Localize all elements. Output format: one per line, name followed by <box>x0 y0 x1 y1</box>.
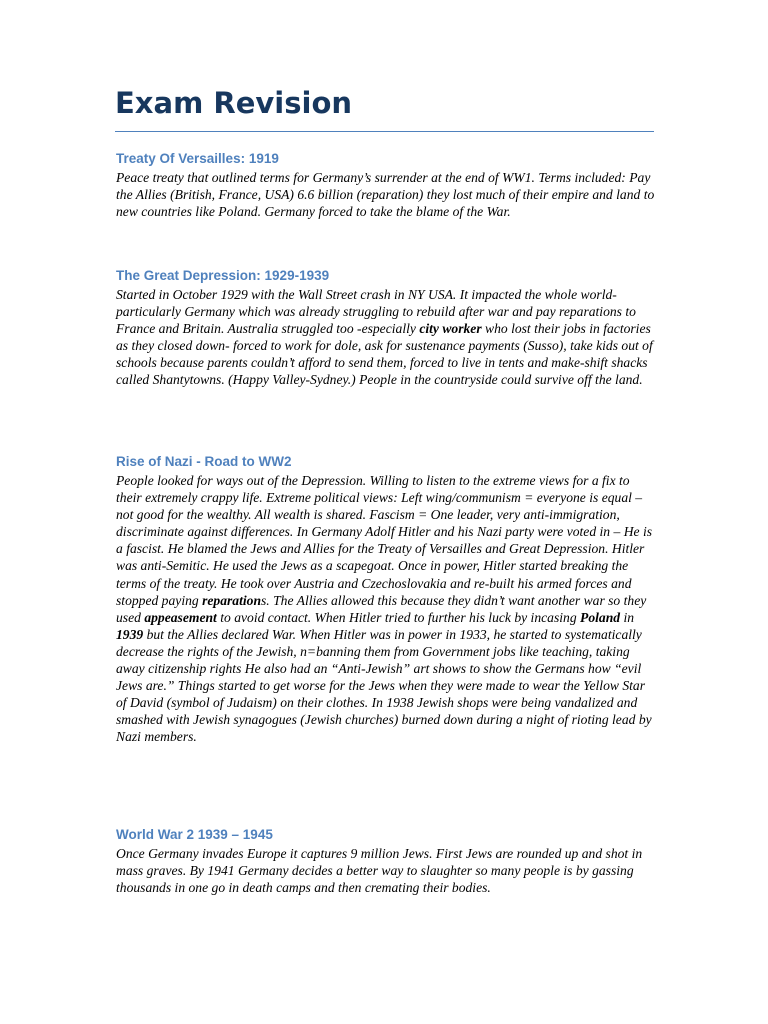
section-heading: The Great Depression: 1929-1939 <box>116 268 330 283</box>
section-heading: Treaty Of Versailles: 1919 <box>116 151 279 166</box>
bold-term: city worker <box>419 321 482 337</box>
section-body <box>116 286 656 389</box>
page-title: Exam Revision <box>115 86 353 120</box>
text-run: in <box>620 609 635 625</box>
title-divider <box>115 131 654 132</box>
section-body <box>116 169 656 220</box>
bold-term: reparation <box>202 592 262 608</box>
text-run: to avoid contact. When Hitler tried to further his luck by incasing <box>216 609 581 625</box>
section-world-war-2 <box>116 826 656 896</box>
text-run: Peace treaty that outlined terms for Germany’s surrender at the end of WW1. Terms included: Pay the Allies (British, France, USA) 6.6 billion (reparation) they lost much of their empire and land to new countries like Poland. Germany forced to take the blame of the War. <box>116 170 655 220</box>
section-body <box>116 845 656 896</box>
section-great-depression <box>116 267 656 389</box>
bold-term: appeasement <box>144 609 217 625</box>
section-treaty-of-versailles <box>116 150 656 220</box>
section-body <box>116 472 656 746</box>
section-heading: World War 2 1939 – 1945 <box>116 827 273 842</box>
text-run: s. The Allies allowed this because they didn’t want another war so they used <box>116 592 647 625</box>
text-run: People looked for ways out of the Depression. Willing to listen to the extreme views for a fix to their extremely crappy life. Extreme political views: Left wing/communism = everyone is equal –not good for the wealthy. All wealth is shared. Fascism = One leader, very anti-immigration, discriminate against differences. In Germany Adolf Hitler and his Nazi party were voted in – He is a fascist. He blamed the Jews and Allies for the Treaty of Versailles and Great Depression. Hitler was anti-Semitic. He used the Jews as a scapegoat. Once in power, Hitler started breaking the terms of the treaty. He took over Austria and Czechoslovakia and re-built his armed forces and stopped paying <box>116 473 653 608</box>
text-run: but the Allies declared War. When Hitler was in power in 1933, he started to systematically decrease the rights of the Jewish, n=banning them from Government jobs like teaching, taking away citizenship rights He also had an “Anti-Jewish” art shows to show the Germans how “evil Jews are.” Things started to get worse for the Jews when they were made to wear the Yellow Star of David (symbol of Judaism) on their clothes. In 1938 Jewish shops were being vandalized and smashed with Jewish synagogues (Jewish churches) burned down during a night of rioting lead by Nazi members. <box>116 626 652 745</box>
bold-term: Poland <box>580 609 621 625</box>
section-heading: Rise of Nazi - Road to WW2 <box>116 454 292 469</box>
text-run: Started in October 1929 with the Wall Street crash in NY USA. It impacted the whole world- particularly Germany which was already struggling to rebuild after war and pay reparations to France and Britain. Australia struggled too -especially <box>116 287 636 337</box>
text-run: who lost their jobs in factories as they closed down- forced to work for dole, ask for sustenance payments (Susso), take kids out of schools because parents couldn’t afford to send them, forced to live in tents and make-shift shacks called Shantytowns. (Happy Valley-Sydney.) People in the countryside could survive off the land. <box>116 321 653 388</box>
bold-term: 1939 <box>116 626 144 642</box>
section-rise-of-nazi <box>116 453 656 746</box>
text-run: Once Germany invades Europe it captures 9 million Jews. First Jews are rounded up and shot in mass graves. By 1941 Germany decides a better way to slaughter so many people is by gassing thousands in one go in death camps and then cremating their bodies. <box>116 846 643 896</box>
